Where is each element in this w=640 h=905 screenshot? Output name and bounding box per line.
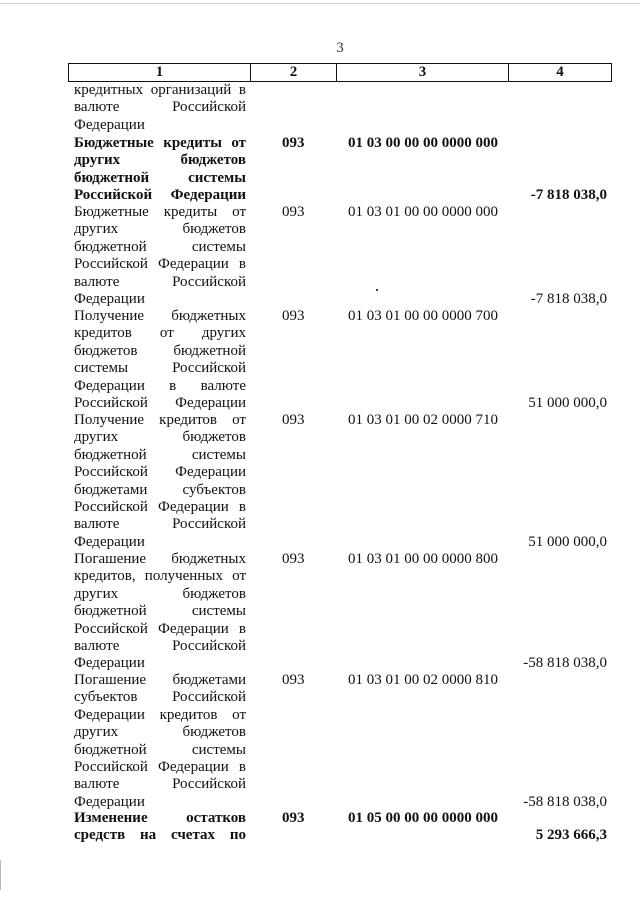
- row-description-line: Федерации в валюте: [74, 377, 246, 394]
- row-description-line: системы Российской: [74, 360, 246, 377]
- row-description-line: Изменение остатков: [74, 810, 246, 826]
- row-description-line: Федерации кредитов от: [74, 706, 246, 723]
- row-description-line: Российской Федерации: [74, 464, 246, 481]
- row-description-line: средств на счетах по: [74, 827, 246, 844]
- row-amount: 51 000 000,0: [528, 533, 607, 550]
- row-description-line: других бюджетов: [74, 152, 246, 169]
- row-budget-classification-code: 01 05 00 00 00 0000 000: [348, 810, 498, 826]
- row-description-line: бюджетов бюджетной: [74, 342, 246, 359]
- row-budget-classification-code: 01 03 01 00 02 0000 710: [348, 412, 498, 428]
- row-description-line: Российской Федерации: [74, 395, 246, 411]
- row-budget-classification-code: 01 03 00 00 00 0000 000: [348, 135, 498, 151]
- row-description-line: Российской Федерации в: [74, 620, 246, 637]
- row-description-line: валюте Российской: [74, 273, 246, 290]
- row-admin-code: 093: [282, 672, 305, 688]
- row-amount: -7 818 038,0: [530, 187, 607, 204]
- row-description-line: субъектов Российской: [74, 689, 246, 706]
- row-description-line: Российской Федерации в: [74, 499, 246, 515]
- row-description-line: Получение кредитов от: [74, 412, 246, 428]
- row-description-line: кредитов, полученных от: [74, 568, 246, 585]
- row-description-line: Погашение бюджетами: [74, 672, 246, 688]
- row-description-line: бюджетной системы: [74, 238, 246, 255]
- row-description-line: бюджетной системы: [74, 169, 246, 186]
- row-description-line: Бюджетные кредиты от: [74, 204, 246, 220]
- row-description-line: Получение бюджетных: [74, 308, 246, 324]
- row-description-line: валюте Российской: [74, 638, 246, 654]
- row-description-line: кредитных организаций в: [74, 82, 246, 98]
- header-col-4: 4: [508, 63, 612, 82]
- header-col-3: 3: [336, 63, 508, 82]
- row-amount: 51 000 000,0: [528, 395, 607, 411]
- row-admin-code: 093: [282, 204, 305, 220]
- row-description-line: Федерации: [74, 793, 145, 810]
- row-budget-classification-code: 01 03 01 00 00 0000 000: [348, 204, 498, 220]
- row-description-line: Федерации: [74, 116, 145, 133]
- row-description-line: других бюджетов: [74, 221, 246, 238]
- row-description-line: валюте Российской: [74, 99, 246, 116]
- row-description-line: других бюджетов: [74, 429, 246, 446]
- row-admin-code: 093: [282, 551, 305, 567]
- row-amount: -7 818 038,0: [530, 291, 607, 307]
- row-description-line: Бюджетные кредиты от: [74, 135, 246, 151]
- row-description-line: Российской Федерации в: [74, 256, 246, 273]
- row-admin-code: 093: [282, 308, 305, 324]
- scan-speck: [376, 289, 378, 291]
- row-amount: -58 818 038,0: [523, 793, 607, 810]
- row-budget-classification-code: 01 03 01 00 00 0000 800: [348, 551, 498, 567]
- header-col-2: 2: [250, 63, 336, 82]
- row-description-line: валюте Российской: [74, 776, 246, 793]
- row-budget-classification-code: 01 03 01 00 00 0000 700: [348, 308, 498, 324]
- scan-edge-mark: [0, 860, 1, 890]
- row-admin-code: 093: [282, 412, 305, 428]
- row-description-line: других бюджетов: [74, 585, 246, 602]
- header-col-1: 1: [68, 63, 250, 82]
- row-amount: 5 293 666,3: [535, 827, 607, 844]
- row-description-line: Российской Федерации в: [74, 759, 246, 775]
- scan-top-edge: [0, 3, 640, 4]
- row-description-line: Федерации: [74, 655, 145, 672]
- row-description-line: других бюджетов: [74, 724, 246, 741]
- row-description-line: Погашение бюджетных: [74, 551, 246, 567]
- row-description-line: бюджетной системы: [74, 741, 246, 758]
- row-description-line: бюджетной системы: [74, 446, 246, 463]
- row-description-line: бюджетной системы: [74, 603, 246, 620]
- row-amount: -58 818 038,0: [523, 655, 607, 672]
- row-description-line: валюте Российской: [74, 516, 246, 533]
- row-description-line: Федерации: [74, 291, 145, 307]
- row-description-line: Федерации: [74, 533, 145, 550]
- row-admin-code: 093: [282, 810, 305, 826]
- page-number: 3: [336, 40, 344, 56]
- row-description-line: Российской Федерации: [74, 187, 246, 204]
- row-description-line: кредитов от других: [74, 325, 246, 342]
- row-budget-classification-code: 01 03 01 00 02 0000 810: [348, 672, 498, 688]
- row-description-line: бюджетами субъектов: [74, 481, 246, 498]
- row-admin-code: 093: [282, 135, 305, 151]
